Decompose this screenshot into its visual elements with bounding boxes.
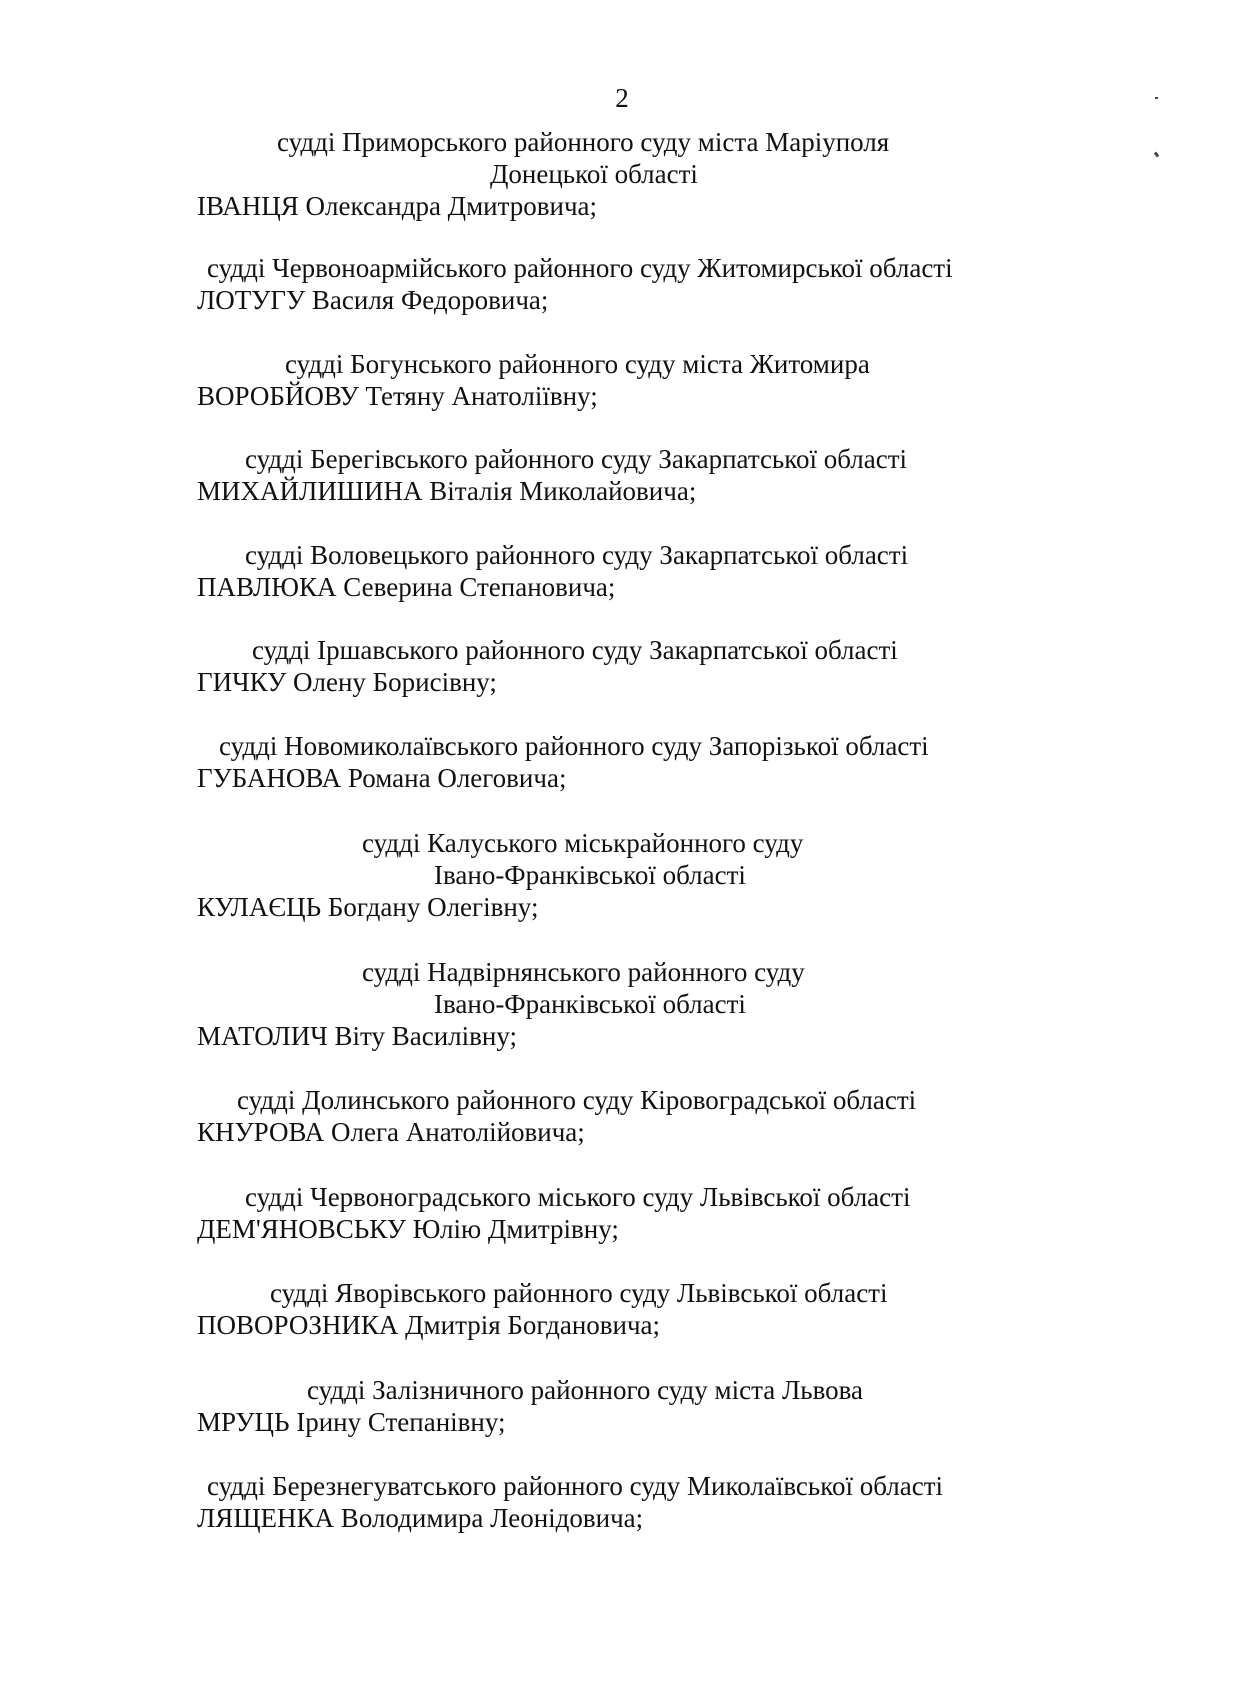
court-line: судді Приморського районного суду міста Маріуполя (277, 127, 890, 157)
court-line: судді Новомиколаївського районного суду Запорізької області (219, 731, 929, 761)
judge-name: ДЕМ'ЯНОВСЬКУ Юлію Дмитрівну; (197, 1214, 619, 1244)
judge-entry (197, 956, 1197, 1052)
court-line: судді Іршавського районного суду Закарпатської області (252, 635, 898, 665)
judge-name: ЛЯЩЕНКА Володимира Леонідовича; (197, 1503, 644, 1533)
judge-name: ПАВЛЮКА Северина Степановича; (197, 572, 616, 602)
judge-name: МРУЦЬ Ірину Степанівну; (197, 1407, 506, 1437)
court-line: судді Червоноармійського районного суду Житомирської області (207, 253, 953, 283)
judge-name: МИХАЙЛИШИНА Віталія Миколайовича; (197, 476, 697, 506)
judge-entry (197, 348, 1197, 412)
judge-name: ЛОТУГУ Василя Федоровича; (197, 285, 549, 315)
court-line: судді Залізничного районного суду міста Львова (307, 1375, 864, 1405)
page-number: 2 (615, 83, 629, 113)
court-line: судді Берегівського районного суду Закарпатської області (245, 444, 908, 474)
judge-name: МАТОЛИЧ Віту Василівну; (197, 1021, 517, 1051)
court-line: судді Воловецького районного суду Закарпатської області (245, 540, 909, 570)
judge-entry (197, 1470, 1197, 1534)
judge-entry (197, 126, 1197, 222)
judge-entry (197, 1277, 1197, 1341)
judge-entry (197, 730, 1197, 794)
judge-entry (197, 634, 1197, 698)
judge-entry (197, 252, 1197, 316)
court-line: судді Богунського районного суду міста Житомира (285, 349, 870, 379)
court-line: судді Долинського районного суду Кіровоградської області (237, 1085, 917, 1115)
court-line: судді Березнегуватського районного суду Миколаївської області (207, 1471, 944, 1501)
judge-name: КУЛАЄЦЬ Богдану Олегівну; (197, 892, 539, 922)
judge-name: ГУБАНОВА Романа Олеговича; (197, 763, 567, 793)
court-line: судді Надвірнянського районного суду (362, 957, 805, 987)
court-line: судді Калуського міськрайонного суду (362, 828, 804, 858)
judge-entry (197, 443, 1197, 507)
judge-entry (197, 827, 1197, 923)
judge-entry (197, 1181, 1197, 1245)
judge-name: КНУРОВА Олега Анатолійовича; (197, 1117, 585, 1147)
judge-name: ІВАНЦЯ Олександра Дмитровича; (197, 191, 598, 221)
scan-mark (1155, 97, 1158, 99)
judge-name: ПОВОРОЗНИКА Дмитрія Богдановича; (197, 1310, 661, 1340)
court-line: судді Яворівського районного суду Львівської області (270, 1278, 888, 1308)
court-line: Івано-Франківської області (434, 989, 746, 1019)
judge-name: ВОРОБЙОВУ Тетяну Анатоліївну; (197, 381, 598, 411)
judge-name: ГИЧКУ Олену Борисівну; (197, 667, 497, 697)
judge-entry (197, 1084, 1197, 1148)
court-line: Івано-Франківської області (434, 860, 746, 890)
court-line: судді Червоноградського міського суду Львівської області (245, 1182, 911, 1212)
judge-entry (197, 539, 1197, 603)
judge-entry (197, 1374, 1197, 1438)
court-line: Донецької області (490, 159, 698, 189)
